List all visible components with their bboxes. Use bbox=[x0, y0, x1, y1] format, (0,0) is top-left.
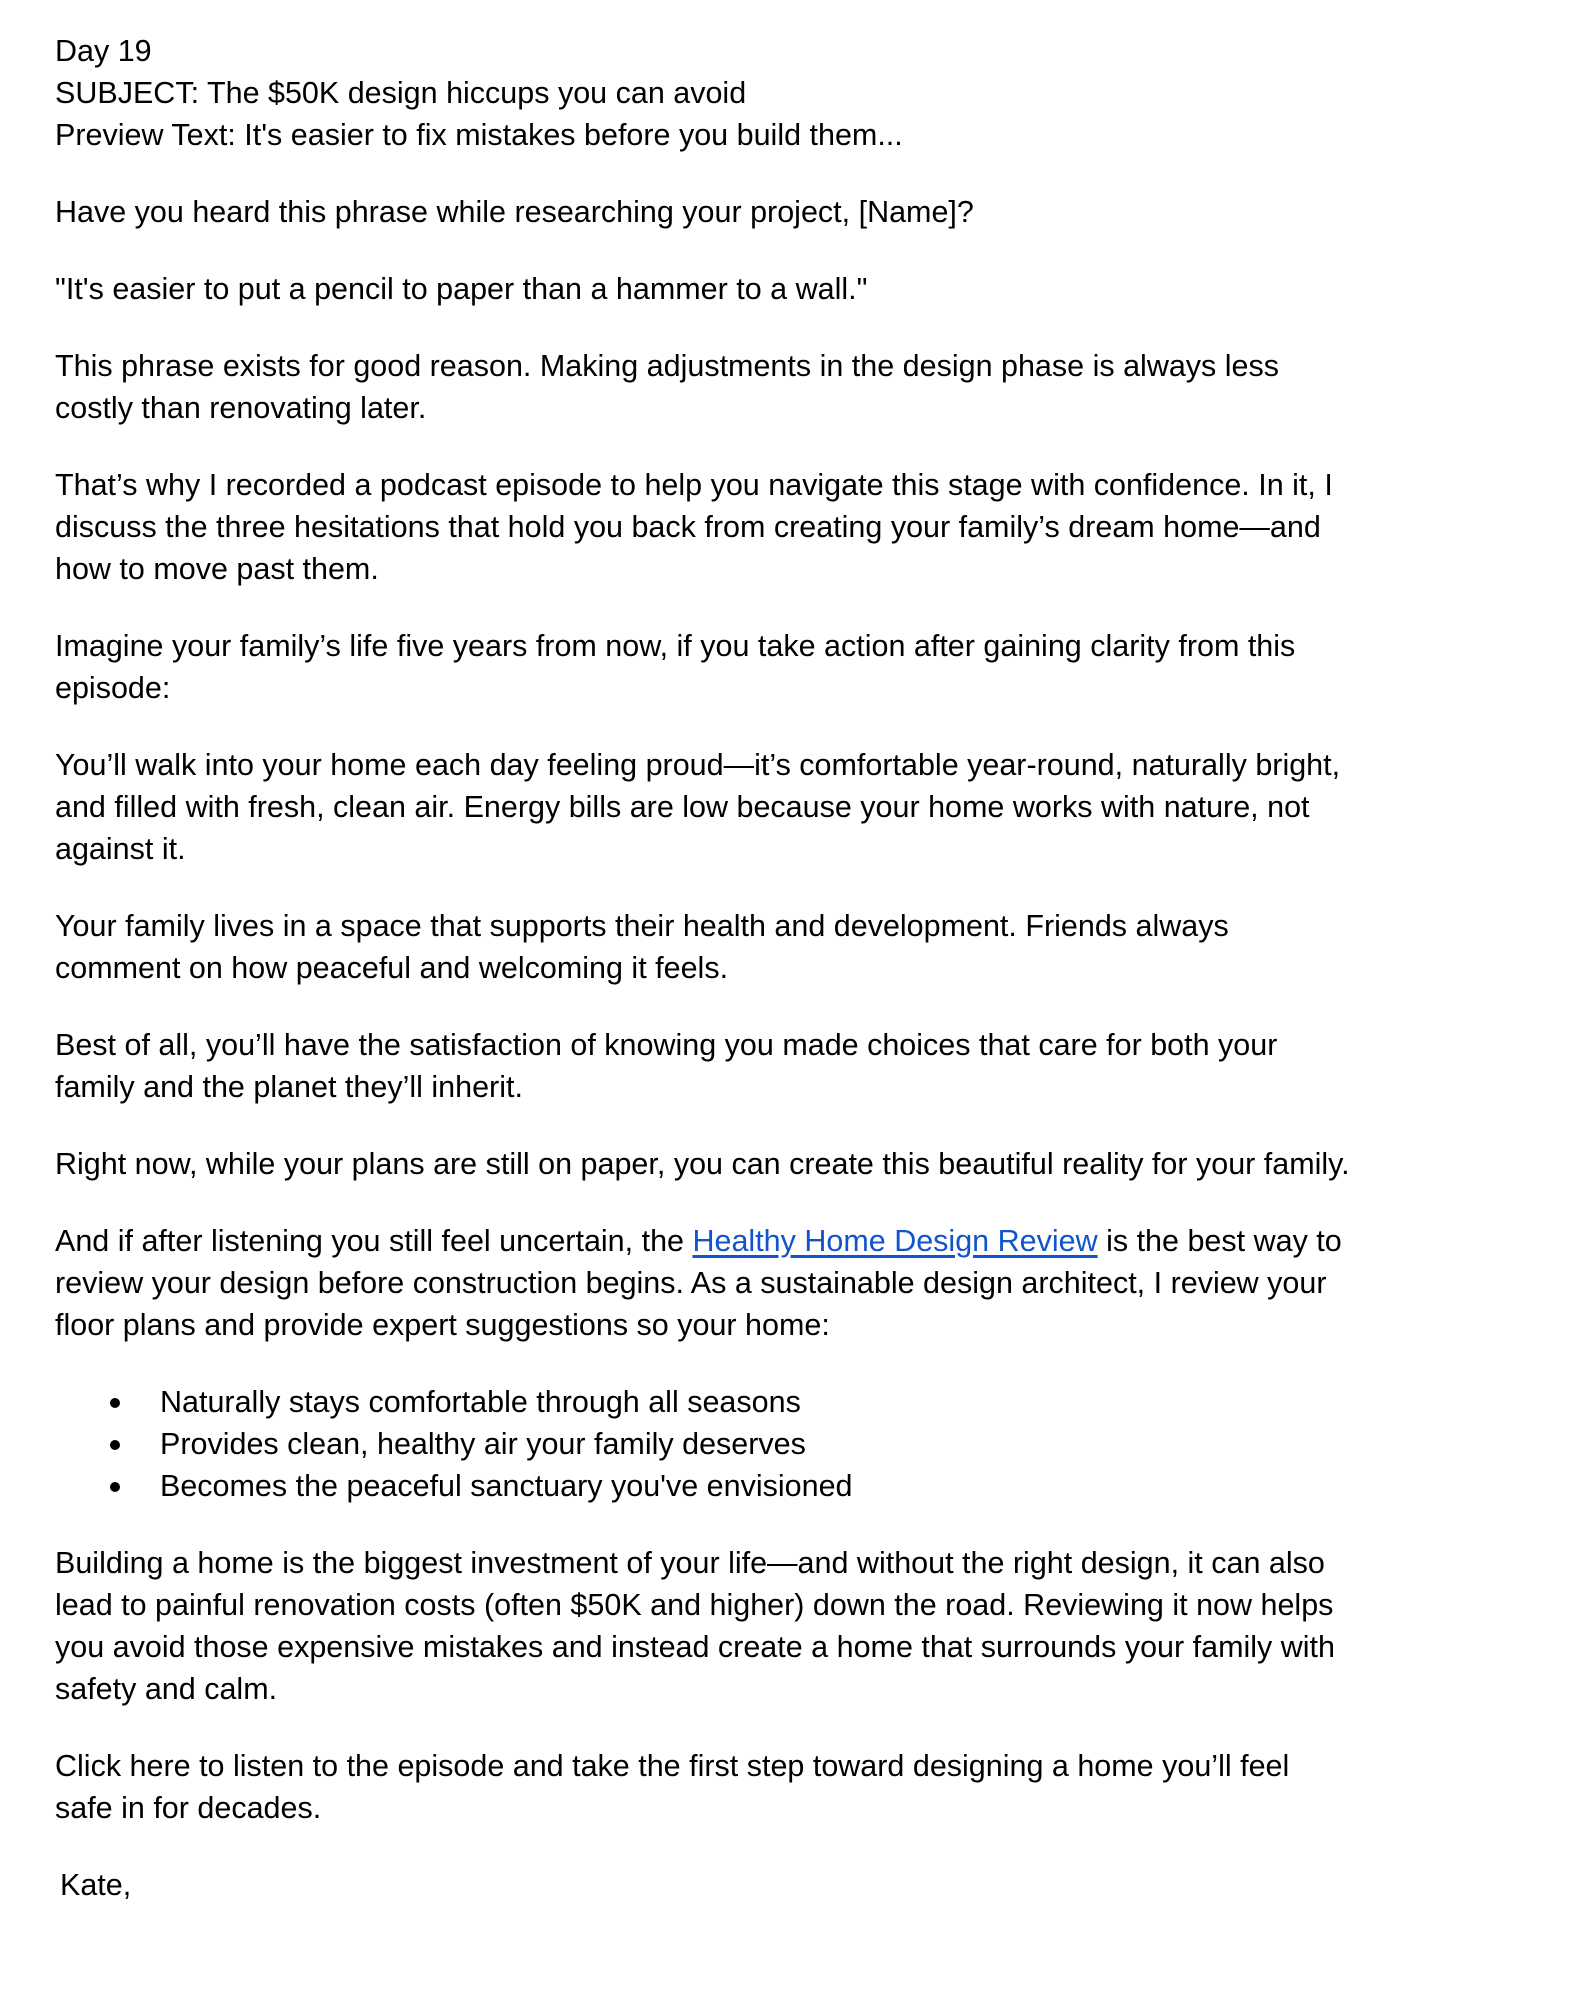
preview-text: Preview Text: It's easier to fix mistakes before you build them... bbox=[55, 118, 903, 152]
healthy-home-design-review-link[interactable]: Healthy Home Design Review bbox=[692, 1224, 1098, 1258]
paragraph-proud-home: You’ll walk into your home each day feeling proud—it’s comfortable year-round, naturally bright, and filled with fresh, clean air. Energy bills are low because your home works with nature, not against it. bbox=[55, 748, 1341, 866]
paragraph-satisfaction: Best of all, you’ll have the satisfaction of knowing you made choices that care for both your family and the planet they’ll inherit. bbox=[55, 1028, 1278, 1104]
paragraph-imagine: Imagine your family’s life five years from now, if you take action after gaining clarity from this episode: bbox=[55, 629, 1296, 705]
paragraph-intro-question: Have you heard this phrase while researching your project, [Name]? bbox=[55, 195, 974, 229]
benefits-list bbox=[55, 1381, 1535, 1507]
email-header bbox=[55, 30, 1535, 156]
subject-line: SUBJECT: The $50K design hiccups you can avoid bbox=[55, 76, 747, 110]
bullet-icon bbox=[110, 1482, 120, 1492]
day-label: Day 19 bbox=[55, 34, 152, 68]
paragraph-reason: This phrase exists for good reason. Making adjustments in the design phase is always less costly than renovating later. bbox=[55, 349, 1280, 425]
signature: Kate, bbox=[60, 1868, 132, 1902]
list-item: Provides clean, healthy air your family deserves bbox=[55, 1423, 1535, 1465]
email-document bbox=[55, 30, 1535, 1906]
paragraph-investment: Building a home is the biggest investment of your life—and without the right design, it can also lead to painful renovation costs (often $50K and higher) down the road. Reviewing it now helps you avoid those expensive mistakes and instead create a home that surrounds your family with safety and calm. bbox=[55, 1546, 1335, 1706]
paragraph-design-review: And if after listening you still feel uncertain, the Healthy Home Design Review is the best way to review your design before construction begins. As a sustainable design architect, I review your floor plans and provide expert suggestions so your home: bbox=[55, 1224, 1342, 1342]
paragraph-family-health: Your family lives in a space that supports their health and development. Friends always comment on how peaceful and welcoming it feels. bbox=[55, 909, 1229, 985]
paragraph-call-to-action: Click here to listen to the episode and take the first step toward designing a home you’ll feel safe in for decades. bbox=[55, 1749, 1290, 1825]
bullet-icon bbox=[110, 1440, 120, 1450]
list-item: Becomes the peaceful sanctuary you've envisioned bbox=[55, 1465, 1535, 1507]
bullet-icon bbox=[110, 1398, 120, 1408]
paragraph-podcast: That’s why I recorded a podcast episode to help you navigate this stage with confidence. In it, I discuss the three hesitations that hold you back from creating your family’s dream home—and how to move past them. bbox=[55, 468, 1333, 586]
list-item: Naturally stays comfortable through all seasons bbox=[55, 1381, 1535, 1423]
paragraph-right-now: Right now, while your plans are still on paper, you can create this beautiful reality for your family. bbox=[55, 1147, 1350, 1181]
paragraph-quote: "It's easier to put a pencil to paper than a hammer to a wall." bbox=[55, 272, 868, 306]
